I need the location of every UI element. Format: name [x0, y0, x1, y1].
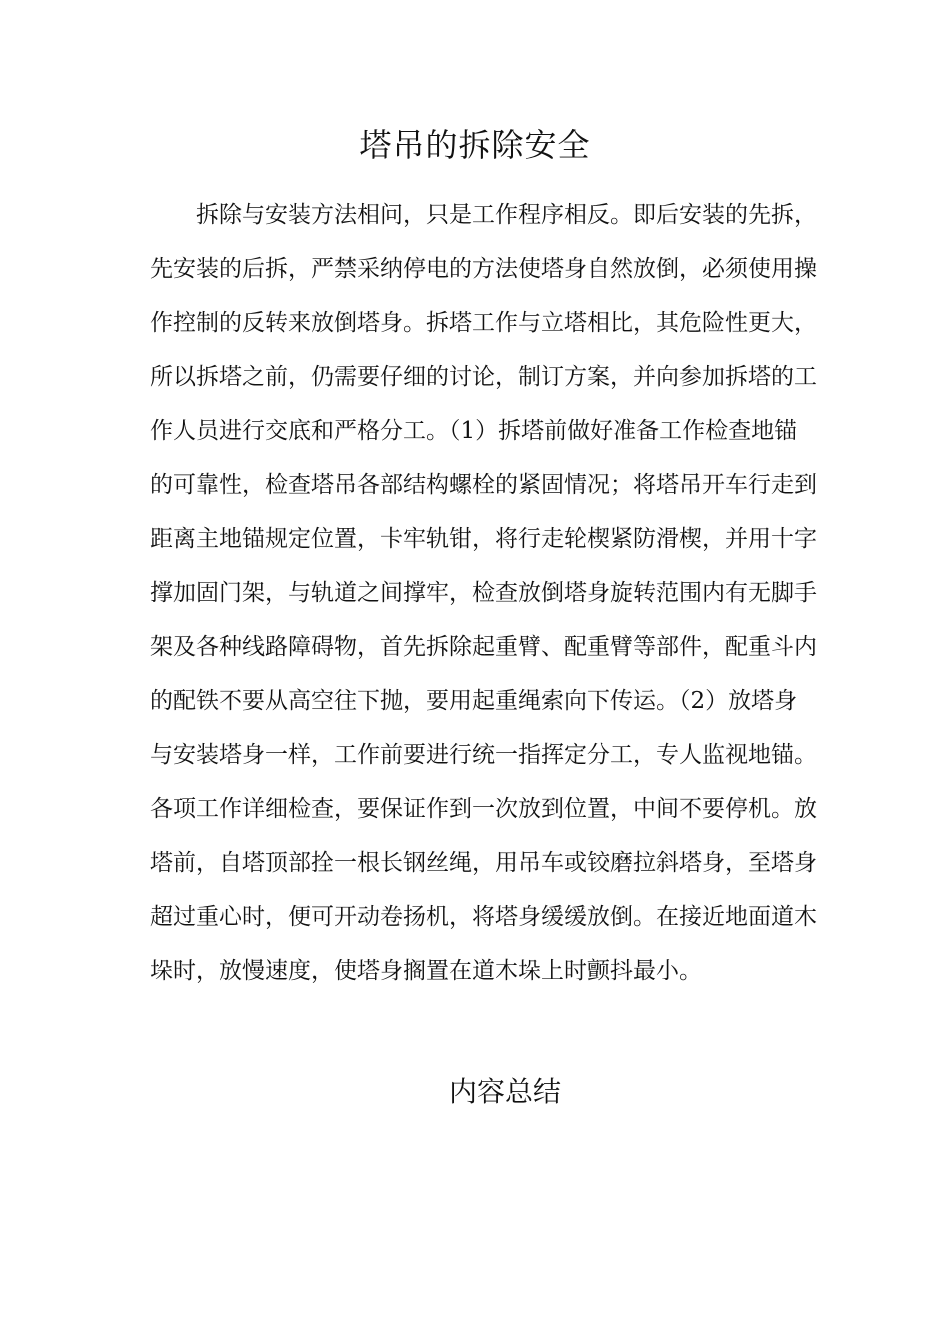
paragraph-line: 所以拆塔之前，仍需要仔细的讨论，制订方案，并向参加拆塔的工 [150, 364, 817, 390]
paragraph-line: 的可靠性，检查塔吊各部结构螺栓的紧固情况；将塔吊开车行走到 [150, 472, 817, 498]
paragraph-line: 架及各种线路障碍物，首先拆除起重臂、配重臂等部件，配重斗内 [150, 634, 817, 660]
paragraph-line: 超过重心时，便可开动卷扬机，将塔身缓缓放倒。在接近地面道木 [150, 904, 817, 930]
paragraph-line: 拆除与安装方法相问，只是工作程序相反。即后安装的先拆， [196, 202, 817, 228]
paragraph-line: 与安装塔身一样，工作前要进行统一指挥定分工，专人监视地锚。 [150, 742, 817, 768]
paragraph-line: 各项工作详细检查，要保证作到一次放到位置，中间不要停机。放 [150, 796, 817, 822]
summary-heading: 内容总结 [448, 1075, 561, 1108]
paragraph-line: 垛时，放慢速度，使塔身搁置在道木垛上时颤抖最小。 [150, 958, 702, 984]
paragraph-line: 先安装的后拆，严禁采纳停电的方法使塔身自然放倒，必须使用操 [150, 256, 817, 282]
paragraph-line: 作人员进行交底和严格分工。（1）拆塔前做好准备工作检查地锚 [150, 418, 798, 444]
paragraph-line: 的配铁不要从高空往下抛，要用起重绳索向下传运。（2）放塔身 [150, 688, 798, 714]
document-title: 塔吊的拆除安全 [359, 126, 591, 164]
paragraph-line: 撑加固门架，与轨道之间撑牢，检查放倒塔身旋转范围内有无脚手 [150, 580, 817, 606]
paragraph-line: 作控制的反转来放倒塔身。拆塔工作与立塔相比，其危险性更大， [150, 310, 817, 336]
paragraph-line: 距离主地锚规定位置，卡牢轨钳，将行走轮楔紧防滑楔，并用十字 [150, 526, 817, 552]
paragraph-line: 塔前，自塔顶部拴一根长钢丝绳，用吊车或铰磨拉斜塔身，至塔身 [150, 850, 817, 876]
